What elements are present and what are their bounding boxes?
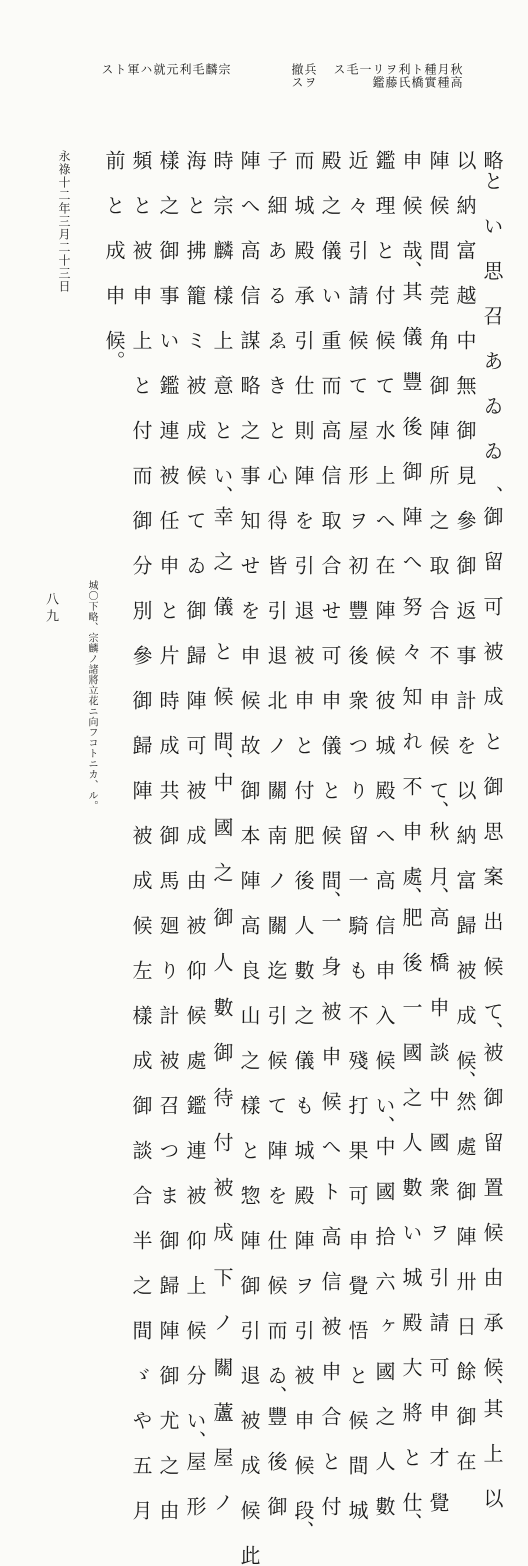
headnote-column: ハ xyxy=(139,63,153,76)
body-text-column: 時 宗 麟 樣 上 意 と い、幸 之 儀 と 候 間、中 國 之 御 人 數 御 待 付 被 成 下 ノ 關 蘆 屋 ノ xyxy=(210,150,234,1513)
headnote-column: 宗 xyxy=(217,63,231,76)
editorial-note: 城〇下略、宗麟ノ諸將立花ニ向フコトニカ、ル。 xyxy=(86,580,97,811)
document-date: 永祿十二年三月二十三日 xyxy=(57,150,71,293)
headnote-column: 毛 xyxy=(191,63,205,76)
body-text-column: 海 と 拂 籠 ミ 被 成 候 て ゐ 御 歸 陣 可 被 成 由 被 仰 候 處 鑑 連 被 仰 上 候 分 い、屋 形 xyxy=(183,150,207,1517)
headnote-column: 毛 xyxy=(345,63,359,76)
body-text-column: 申 候 哉、其 儀 豐 後 御 陣 へ 努 々 知 れ 不 申 處、肥 後 一 國 之 人 數 い 城 殿 大 將 と 仕、 xyxy=(399,150,423,1533)
headnote-column: 軍 xyxy=(126,63,140,76)
headnote-column: ト橋 xyxy=(410,63,424,89)
headnote-column: 秋高 xyxy=(449,63,463,89)
headnote-column: 就 xyxy=(152,63,166,76)
headnote-column: 元 xyxy=(165,63,179,76)
body-text-column: 前 と 成 申 候。 xyxy=(102,150,126,371)
body-text-column: 陣 へ 高 信 謀 略 之 事 知 せ を 申 候 故 御 本 陣 高 良 山 之 樣 と 惣 陣 御 引 退 被 成 候 此 xyxy=(237,150,261,1566)
body-text-column: 陣 候 間 莞 角 御 陣 所 之 取 合 不 申 候 て、秋 月、高 橋 申 談 中 國 衆 ヲ 引 請 可 申 才 覺 xyxy=(426,150,450,1513)
body-text-column: 子 細 あ る ゑ き と 心 得 皆 引 退 北 ノ 關 南 ノ 關 迄 引 候 て 陣 を 仕 候 而 ゐ、豐 後 御 xyxy=(264,150,288,1517)
headnote-column: 利 xyxy=(178,63,192,76)
headnote-column: リ鑑 xyxy=(371,63,385,89)
headnote-column: ヲ藤 xyxy=(384,63,398,89)
body-text-column: 殿 之 儀 い 重 而 高 信 取 合 せ 可 申 儀 と 候 間、一 身 被 申 候 へ ト 高 信 被 申 合 と 付 xyxy=(318,150,342,1517)
headnote-column: 兵ヲ xyxy=(303,63,317,89)
headnote-column: 撤ス xyxy=(290,63,304,89)
headnote-column: ト xyxy=(113,63,127,76)
page-number: 八九 xyxy=(43,592,58,626)
body-text-column: 略と い 思 召 あ ゐ ゐ 、御 留 可 被 成 と 御 思 案 出 候 て、被 御 留 置 候 由 承 候、其 上 以 xyxy=(480,150,504,1509)
headnote-column: ス xyxy=(100,63,114,76)
headnote-column: 一 xyxy=(358,63,372,76)
headnote-column: 月種 xyxy=(436,63,450,89)
headnote-column: ス xyxy=(332,63,346,76)
body-text-column: 近 々 引 請 候 て 屋 形 ヲ 初 豐 後 衆 つ り 留 一 騎 も 不 殘 打 果 可 申 覺 悟 と 候 間 城 xyxy=(345,150,369,1521)
headnote-column: 種實 xyxy=(423,63,437,89)
headnote-column: 利氏 xyxy=(397,63,411,89)
body-text-column: 而 城 殿 承 引 仕 則 陣 を 引 退 被 申 と 付 肥 後 人 數 之 儀 も 城 殿 陣 ヲ 引 被 申 候 段、 xyxy=(291,150,315,1541)
body-text-column: 以 納 富 越 中 無 御 見 參 御 返 事 計 を 以 納 富 歸 被 成 候、然 處 御 陣 卅 日 餘 御 在 xyxy=(453,150,477,1472)
body-text-column: 樣 之 御 事 い 鑑 連 被 任 申 と 片 時 成 共 御 馬 廻 り 計 被 召 つ ま 御 歸 陣 御 尤 之 由 xyxy=(156,150,180,1521)
body-text-column: 頻 と 被 申 上 と 付 而 御 分 別 參 御 歸 陣 被 成 候 左 樣 成 御 談 合 半 之 間 ゞ や 五 月 xyxy=(129,150,153,1521)
body-text-column: 鑑 理 と 付 候 て 水 上 へ 在 陣 候 彼 城 殿 へ 高 信 申 入 候 い、中 國 拾 六 ヶ 國 之 人 數 xyxy=(372,150,396,1517)
headnote-column: 麟 xyxy=(204,63,218,76)
